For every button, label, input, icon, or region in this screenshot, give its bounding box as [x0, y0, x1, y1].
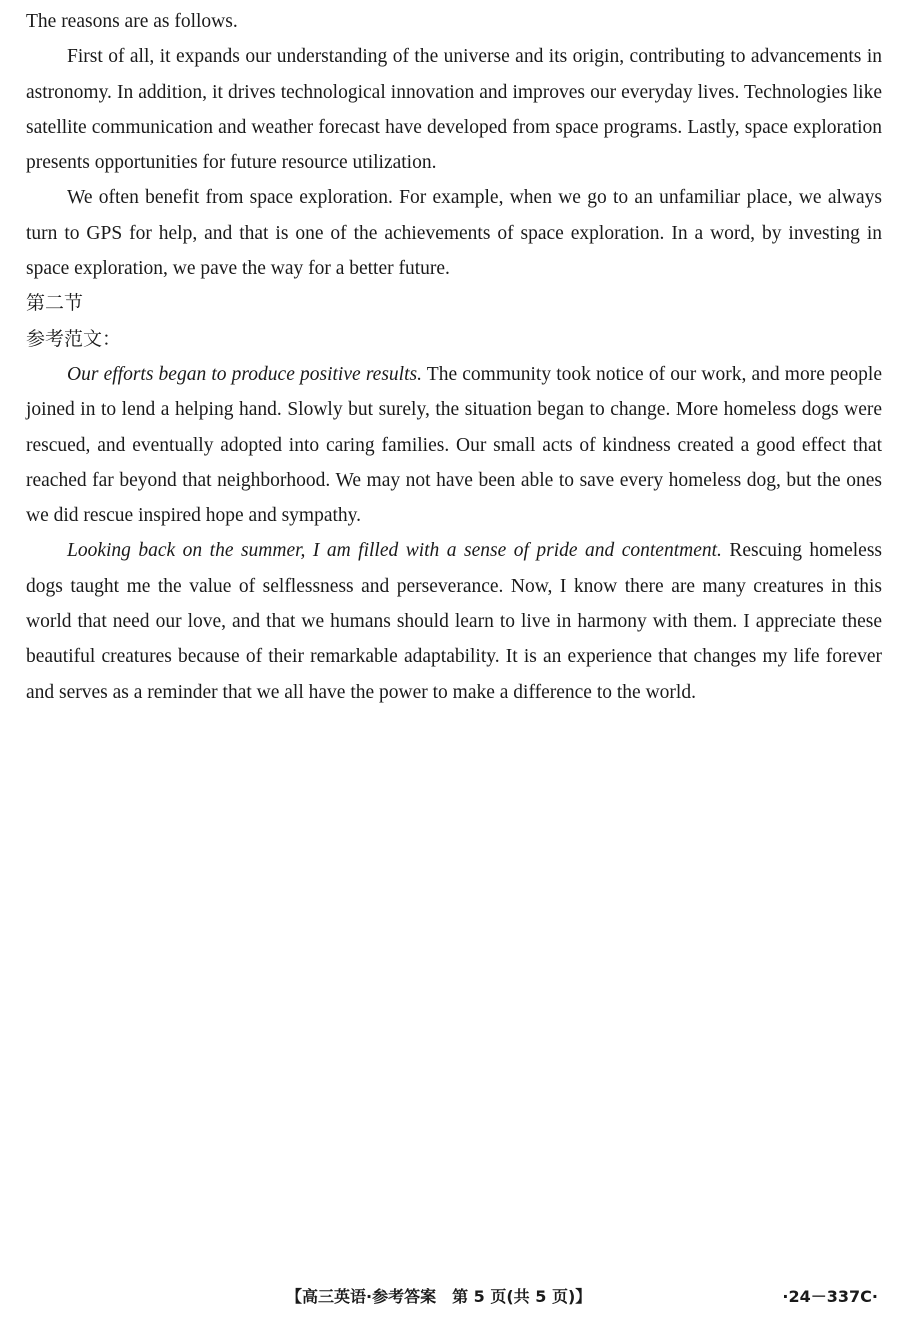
benefit-paragraph: We often benefit from space exploration. For example, when we go to an unfamiliar place, we always turn to GPS for help, and that is one of the achievements of space exploration. In a word, by investing in space exploration, we pave the way for a better future. [26, 187, 882, 280]
answer-text [26, 4, 882, 710]
paragraph-1-lead-sentence: Our efforts began to produce positive results. [67, 363, 422, 385]
essay-paragraph-1 [26, 357, 882, 533]
essay-paragraph-2 [26, 533, 882, 709]
intro-line: The reasons are as follows. [26, 11, 238, 32]
paragraph-2-lead-sentence: Looking back on the summer, I am filled with a sense of pride and contentment. [67, 540, 722, 562]
section-heading: 第二节 [26, 292, 84, 315]
paragraph-2-body: Rescuing homeless dogs taught me the value of selflessness and perseverance. Now, I know there are many creatures in this world that need our love, and that we humans should learn to live in harmony with them. I appreciate these beautiful creatures because of their remarkable adaptability. It is an experience that changes my life forever and serves as a reminder that we all have the power to make a difference to the world. [26, 540, 883, 703]
page-footer [0, 1284, 900, 1312]
paragraph-1-body: The community took notice of our work, and more people joined in to lend a helping hand. Slowly but surely, the situation began to change. More homeless dogs were rescued, and eventually adopted into caring families. Our small acts of kindness created a good effect that reached far beyond that neighborhood. We may not have been able to save every homeless dog, but the ones we did rescue inspired hope and sympathy. [26, 363, 882, 527]
sample-essay-label: 参考范文： [26, 327, 122, 350]
reasons-paragraph: First of all, it expands our understanding of the universe and its origin, contributing to advancements in astronomy. In addition, it drives technological innovation and improves our everyday lives. Technologies like satellite communication and weather forecast have developed from space programs. Lastly, space exploration presents opportunities for future resource utilization. [26, 46, 882, 174]
page-number-label: 【高三英语·参考答案 第 5 页(共 5 页)】 [286, 1287, 592, 1306]
document-code: ·24－337C· [782, 1287, 878, 1306]
